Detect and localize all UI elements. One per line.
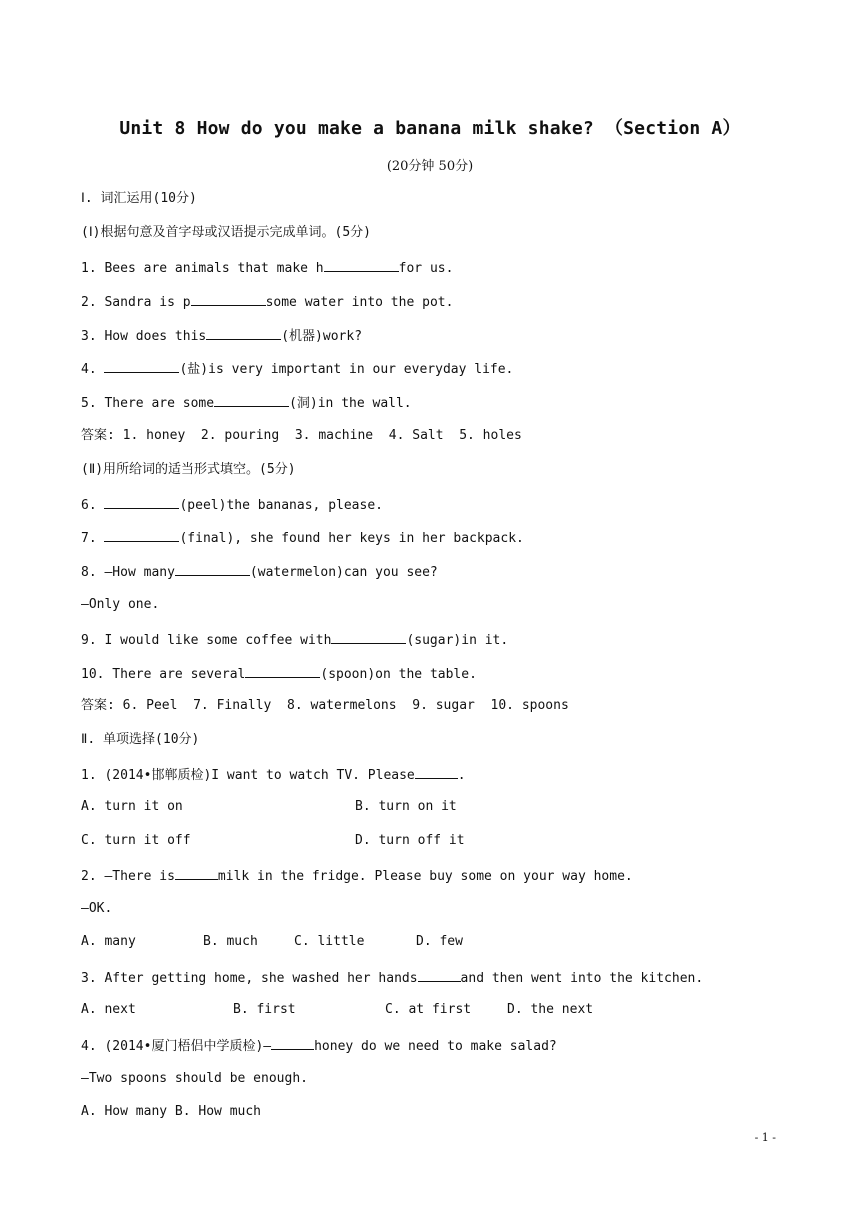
- question-10: 10. There are several (spoon)on the table.: [81, 664, 477, 684]
- question-8: 8. —How many (watermelon)can you see?: [81, 562, 438, 582]
- answer-blank: [245, 664, 320, 678]
- question-8-reply: —Only one.: [81, 597, 160, 612]
- mc2-option-a: A. many: [81, 934, 136, 949]
- mc1-option-a: A. turn it on: [81, 799, 183, 814]
- question-6: 6. (peel)the bananas, please.: [81, 495, 383, 515]
- question-2: 2. Sandra is p some water into the pot.: [81, 292, 453, 312]
- mc2-option-c: C. little: [294, 934, 365, 949]
- answer-blank: [418, 968, 461, 982]
- answers-part-1: 答案: 1. honey 2. pouring 3. machine 4. Salt 5. holes: [81, 428, 522, 443]
- answer-blank: [104, 359, 179, 373]
- mc-question-2: 2. —There is milk in the fridge. Please buy some on your way home.: [81, 866, 633, 886]
- answers-part-2: 答案: 6. Peel 7. Finally 8. watermelons 9. sugar 10. spoons: [81, 698, 569, 713]
- answer-blank: [214, 393, 289, 407]
- question-9: 9. I would like some coffee with (sugar)in it.: [81, 630, 508, 650]
- question-4: 4. (盐)is very important in our everyday life.: [81, 359, 513, 379]
- answer-blank: [206, 326, 281, 340]
- mc3-option-d: D. the next: [507, 1002, 594, 1017]
- question-3: 3. How does this (机器)work?: [81, 326, 362, 346]
- answer-blank: [104, 528, 179, 542]
- mc3-option-a: A. next: [81, 1002, 136, 1017]
- answer-blank: [191, 292, 266, 306]
- mc-question-2-reply: —OK.: [81, 901, 113, 916]
- question-5: 5. There are some (洞)in the wall.: [81, 393, 412, 413]
- mc2-option-d: D. few: [416, 934, 463, 949]
- answer-blank: [324, 258, 399, 272]
- mc-question-4: 4. (2014•厦门梧侣中学质检)— honey do we need to make salad?: [81, 1036, 557, 1056]
- mc2-option-b: B. much: [203, 934, 258, 949]
- mc-question-4-reply: —Two spoons should be enough.: [81, 1071, 308, 1086]
- answer-blank: [415, 765, 458, 779]
- mc1-option-c: C. turn it off: [81, 833, 191, 848]
- section-2-heading: Ⅱ. 单项选择(10分): [81, 732, 200, 747]
- mc3-option-c: C. at first: [385, 1002, 472, 1017]
- part-1-heading: (Ⅰ)根据句意及首字母或汉语提示完成单词。(5分): [81, 225, 371, 240]
- mc-question-3: 3. After getting home, she washed her hands and then went into the kitchen.: [81, 968, 703, 988]
- time-score-note: (20分钟 50分): [386, 159, 474, 174]
- question-7: 7. (final), she found her keys in her backpack.: [81, 528, 524, 548]
- question-1: 1. Bees are animals that make h for us.: [81, 258, 453, 278]
- mc1-option-b: B. turn on it: [355, 799, 457, 814]
- answer-blank: [104, 495, 179, 509]
- section-1-heading: Ⅰ. 词汇运用(10分): [81, 191, 197, 206]
- answer-blank: [331, 630, 406, 644]
- mc1-option-d: D. turn off it: [355, 833, 465, 848]
- answer-blank: [175, 866, 218, 880]
- answer-blank: [175, 562, 250, 576]
- mc4-options: A. How many B. How much: [81, 1104, 262, 1119]
- page-number: - 1 -: [754, 1131, 776, 1144]
- part-2-heading: (Ⅱ)用所给词的适当形式填空。(5分): [81, 462, 296, 477]
- mc3-option-b: B. first: [233, 1002, 296, 1017]
- mc-question-1: 1. (2014•邯郸质检)I want to watch TV. Please .: [81, 765, 466, 785]
- answer-blank: [271, 1036, 314, 1050]
- page-title: Unit 8 How do you make a banana milk shake? （Section A）: [119, 118, 741, 139]
